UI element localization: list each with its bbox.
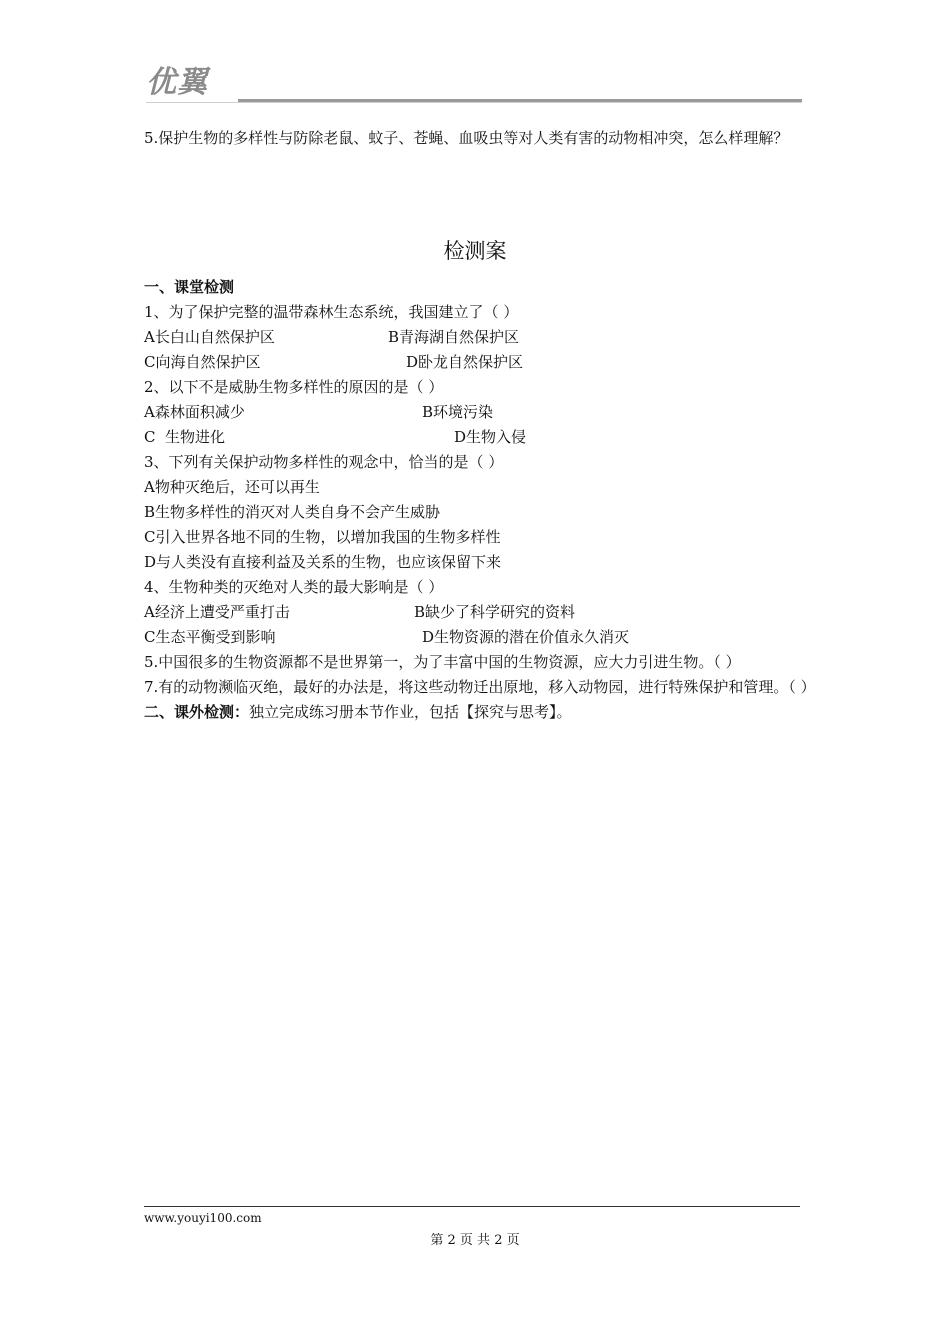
q3-stem: 3、下列有关保护动物多样性的观念中，恰当的是（ ） [144,453,504,471]
q5-true-false: 5.中国很多的生物资源都不是世界第一，为了丰富中国的生物资源，应大力引进生物。（ ） [144,653,741,671]
page-number: 第 2 页 共 2 页 [430,1233,520,1248]
q2-option-a: A森林面积减少 [144,403,245,421]
q1-option-c: C向海自然保护区 [144,353,261,371]
q4-option-d: D生物资源的潜在价值永久消灭 [422,628,630,646]
q4-option-b: B缺少了科学研究的资料 [414,603,576,621]
q1-options-cd [144,350,810,375]
q4-stem: 4、生物种类的灭绝对人类的最大影响是（ ） [144,578,444,596]
footer-url: www.youyi100.com [144,1211,262,1225]
q1-stem: 1、为了保护完整的温带森林生态系统，我国建立了（ ） [144,303,519,321]
q1-options-ab [144,325,810,350]
section-title: 检测案 [443,239,507,263]
brand-logo: 优翼 [146,65,208,100]
q3-option-c: C引入世界各地不同的生物，以增加我国的生物多样性 [144,528,501,546]
extracurricular-heading: 二、课外检测： [144,703,250,721]
q2-stem: 2、以下不是威胁生物多样性的原因的是（ ） [144,378,444,396]
q3-option-d: D与人类没有直接利益及关系的生物，也应该保留下来 [144,553,502,571]
classroom-section [144,275,816,725]
q4-option-a: A经济上遭受严重打击 [144,603,290,621]
header-rule-thin [146,102,802,103]
footer-rule [144,1206,800,1207]
q2-options-ab [144,400,810,425]
top-question-5: 5.保护生物的多样性与防除老鼠、蚊子、苍蝇、血吸虫等对人类有害的动物相冲突，怎么样理解？ [144,129,789,147]
extracurricular-text: 独立完成练习册本节作业，包括【探究与思考】。 [249,703,572,721]
q2-option-d: D生物入侵 [454,428,527,446]
q7-true-false: 7.有的动物濒临灭绝，最好的办法是，将这些动物迁出原地，移入动物园，进行特殊保护和管理。（ ） [144,678,816,696]
q1-option-a: A长白山自然保护区 [144,328,275,346]
classroom-heading: 一、课堂检测 [144,278,235,296]
q1-option-d: D卧龙自然保护区 [406,353,524,371]
q4-options-cd [144,625,810,650]
q3-option-a: A物种灭绝后，还可以再生 [144,478,320,496]
q4-options-ab [144,600,810,625]
q3-option-b: B生物多样性的消灭对人类自身不会产生威胁 [144,503,441,521]
extracurricular-line [144,700,810,725]
q2-option-c: C 生物进化 [144,428,226,446]
q4-option-c: C生态平衡受到影响 [144,628,276,646]
q2-option-b: B环境污染 [422,403,494,421]
q2-options-cd [144,425,810,450]
q1-option-b: B青海湖自然保护区 [388,328,520,346]
